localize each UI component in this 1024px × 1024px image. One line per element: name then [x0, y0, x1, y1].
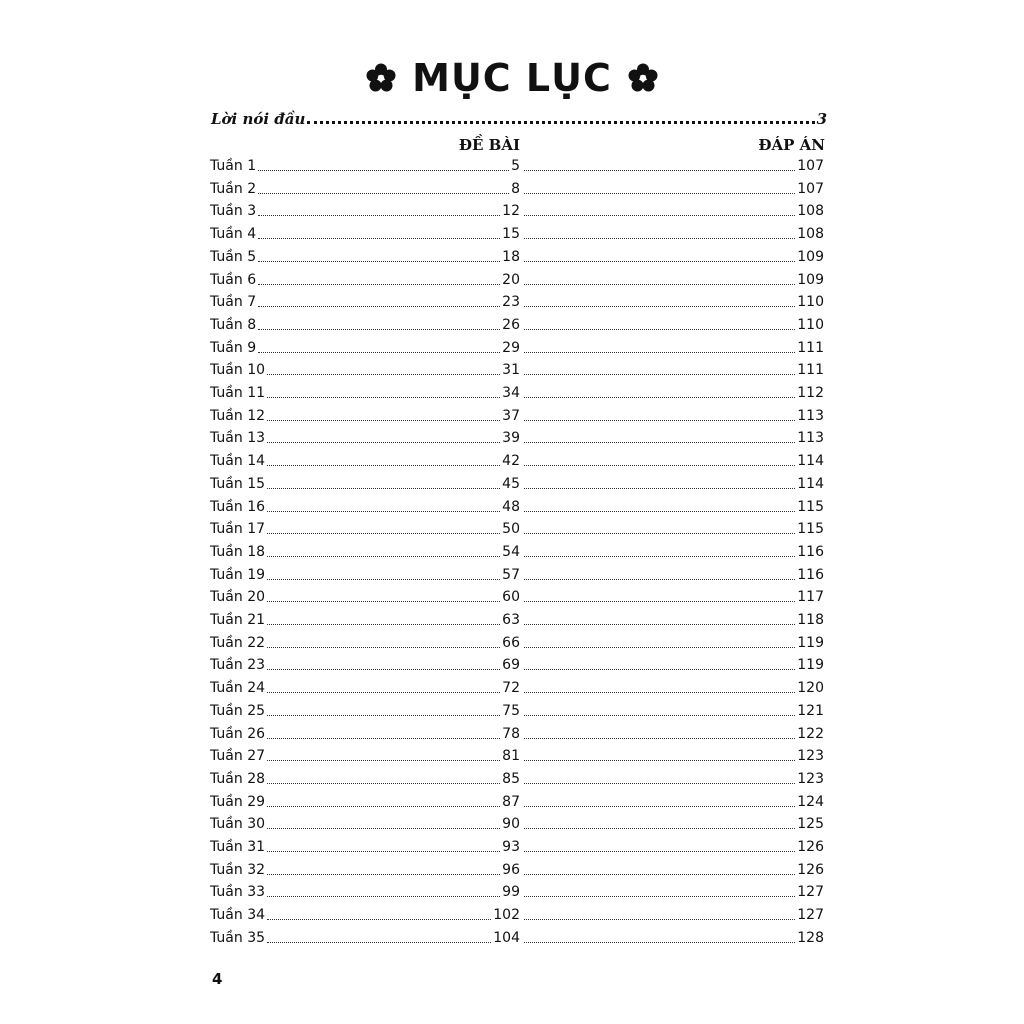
toc-row[interactable] [0, 541, 1024, 564]
flower-icon [628, 63, 658, 93]
toc-row[interactable] [0, 836, 1024, 859]
answer-entry[interactable] [522, 337, 824, 359]
week-label: Tuần 28 [210, 770, 266, 787]
toc-row[interactable] [0, 246, 1024, 269]
dot-leader [267, 806, 500, 807]
dot-leader [524, 715, 795, 716]
problem-entry[interactable] [210, 473, 520, 495]
toc-row[interactable] [0, 859, 1024, 882]
week-label: Tuần 13 [210, 430, 266, 447]
answer-entry[interactable] [522, 564, 824, 586]
dot-leader [267, 442, 500, 443]
week-label: Tuần 4 [210, 226, 257, 243]
answer-page-number: 119 [797, 634, 824, 651]
week-label: Tuần 10 [210, 362, 266, 379]
dot-leader [524, 669, 795, 670]
problem-entry[interactable] [210, 927, 520, 949]
answer-page-number: 114 [797, 475, 824, 492]
dot-leader [524, 533, 795, 534]
problem-entry[interactable] [210, 291, 520, 313]
problem-entry[interactable] [210, 768, 520, 790]
answer-page-number: 116 [797, 543, 824, 560]
toc-row[interactable] [0, 473, 1024, 496]
dot-leader [267, 624, 500, 625]
dot-leader [524, 488, 795, 489]
toc-row[interactable] [0, 382, 1024, 405]
dot-leader [524, 442, 795, 443]
answer-entry[interactable] [522, 541, 824, 563]
problem-page-number: 72 [502, 680, 520, 697]
preface-page: 3 [816, 110, 827, 128]
toc-row[interactable] [0, 700, 1024, 723]
toc-row[interactable] [0, 927, 1024, 950]
problem-entry[interactable] [210, 496, 520, 518]
problem-page-number: 42 [502, 453, 520, 470]
answer-entry[interactable] [522, 496, 824, 518]
problem-page-number: 45 [502, 475, 520, 492]
toc-row[interactable] [0, 904, 1024, 927]
problem-entry[interactable] [210, 859, 520, 881]
problem-entry[interactable] [210, 450, 520, 472]
problem-entry[interactable] [210, 813, 520, 835]
week-label: Tuần 3 [210, 203, 257, 220]
toc-row[interactable] [0, 881, 1024, 904]
problem-page-number: 23 [502, 294, 520, 311]
dot-leader [267, 851, 500, 852]
answer-page-number: 108 [797, 226, 824, 243]
dot-leader [524, 828, 795, 829]
answer-page-number: 126 [797, 861, 824, 878]
answer-entry[interactable] [522, 359, 824, 381]
toc-row[interactable] [0, 813, 1024, 836]
toc-row[interactable] [0, 178, 1024, 201]
dot-leader [524, 692, 795, 693]
dot-leader [258, 215, 500, 216]
toc-row[interactable] [0, 654, 1024, 677]
dot-leader [267, 397, 500, 398]
answer-page-number: 115 [797, 521, 824, 538]
dot-leader [524, 420, 795, 421]
answer-entry[interactable] [522, 518, 824, 540]
toc-row[interactable] [0, 155, 1024, 178]
answer-entry[interactable] [522, 178, 824, 200]
column-heading-problems: ĐỀ BÀI [458, 136, 520, 154]
problem-entry[interactable] [210, 382, 520, 404]
answer-entry[interactable] [522, 654, 824, 676]
answer-entry[interactable] [522, 723, 824, 745]
dot-leader [267, 692, 500, 693]
toc-row[interactable] [0, 518, 1024, 541]
answer-entry[interactable] [522, 427, 824, 449]
toc-row[interactable] [0, 564, 1024, 587]
dot-leader [267, 420, 500, 421]
week-label: Tuần 21 [210, 612, 266, 628]
dot-leader [524, 942, 795, 943]
week-label: Tuần 9 [210, 339, 257, 356]
answer-page-number: 113 [797, 430, 824, 447]
dot-leader [524, 465, 795, 466]
answer-entry[interactable] [522, 405, 824, 427]
answer-entry[interactable] [522, 700, 824, 722]
answer-page-number: 110 [797, 294, 824, 311]
problem-entry[interactable] [210, 723, 520, 745]
toc-row[interactable] [0, 745, 1024, 768]
answer-entry[interactable] [522, 881, 824, 903]
problem-page-number: 96 [502, 861, 520, 878]
problem-entry[interactable] [210, 200, 520, 222]
toc-row[interactable] [0, 269, 1024, 292]
problem-page-number: 87 [502, 793, 520, 810]
dot-leader [524, 215, 795, 216]
problem-page-number: 5 [511, 158, 520, 174]
week-label: Tuần 5 [210, 248, 257, 265]
answer-page-number: 117 [797, 589, 824, 606]
answer-page-number: 111 [797, 339, 824, 356]
problem-page-number: 66 [502, 634, 520, 651]
toc-row[interactable] [0, 291, 1024, 314]
answer-page-number: 111 [797, 362, 824, 379]
week-label: Tuần 25 [210, 702, 266, 719]
toc-row[interactable] [0, 359, 1024, 382]
preface-label: Lời nói đầu [211, 110, 306, 128]
answer-page-number: 124 [797, 793, 824, 810]
toc-row[interactable] [0, 632, 1024, 655]
dot-leader [267, 828, 500, 829]
toc-row[interactable] [0, 791, 1024, 814]
week-label: Tuần 24 [210, 680, 266, 697]
dot-leader [267, 669, 500, 670]
toc-heading [0, 50, 1024, 106]
problem-page-number: 39 [502, 430, 520, 447]
answer-page-number: 107 [797, 180, 824, 197]
dot-leader [258, 352, 500, 353]
problem-page-number: 18 [502, 248, 520, 265]
answer-entry[interactable] [522, 291, 824, 313]
problem-entry[interactable] [210, 405, 520, 427]
problem-page-number: 26 [502, 316, 520, 333]
problem-page-number: 37 [502, 407, 520, 424]
problem-page-number: 20 [502, 271, 520, 288]
week-label: Tuần 17 [210, 521, 266, 538]
week-label: Tuần 26 [210, 725, 266, 742]
dot-leader [524, 238, 795, 239]
problem-page-number: 90 [502, 816, 520, 833]
problem-entry[interactable] [210, 586, 520, 608]
toc-row[interactable] [0, 723, 1024, 746]
answer-page-number: 121 [797, 702, 824, 719]
toc-row[interactable] [0, 677, 1024, 700]
week-label: Tuần 8 [210, 316, 257, 333]
dot-leader [258, 261, 500, 262]
dot-leader [267, 738, 500, 739]
dot-leader [524, 601, 795, 602]
dot-leader [267, 533, 500, 534]
answer-entry[interactable] [522, 813, 824, 835]
answer-entry[interactable] [522, 382, 824, 404]
week-label: Tuần 1 [210, 158, 257, 174]
problem-entry[interactable] [210, 654, 520, 676]
dot-leader [524, 579, 795, 580]
problem-entry[interactable] [210, 155, 520, 177]
problem-page-number: 8 [511, 180, 520, 197]
page-number: 4 [212, 970, 223, 988]
answer-page-number: 119 [797, 657, 824, 674]
dot-leader [307, 121, 814, 124]
dot-leader [524, 170, 795, 171]
dot-leader [524, 919, 795, 920]
answer-page-number: 115 [797, 498, 824, 515]
week-label: Tuần 30 [210, 816, 266, 833]
answer-page-number: 107 [797, 158, 824, 174]
answer-page-number: 113 [797, 407, 824, 424]
week-label: Tuần 31 [210, 839, 266, 855]
problem-page-number: 29 [502, 339, 520, 356]
answer-entry[interactable] [522, 768, 824, 790]
problem-page-number: 93 [502, 839, 520, 855]
problem-entry[interactable] [210, 178, 520, 200]
problem-page-number: 31 [502, 362, 520, 379]
answer-entry[interactable] [522, 677, 824, 699]
problem-entry[interactable] [210, 564, 520, 586]
problem-page-number: 15 [502, 226, 520, 243]
toc-row[interactable] [0, 768, 1024, 791]
problem-page-number: 34 [502, 385, 520, 401]
problem-page-number: 99 [502, 884, 520, 901]
answer-page-number: 108 [797, 203, 824, 220]
dot-leader [267, 601, 500, 602]
dot-leader [524, 896, 795, 897]
toc-row[interactable] [0, 496, 1024, 519]
toc-row[interactable] [0, 223, 1024, 246]
week-label: Tuần 32 [210, 861, 266, 878]
answer-entry[interactable] [522, 927, 824, 949]
problem-page-number: 78 [502, 725, 520, 742]
flower-icon [366, 63, 396, 93]
answer-entry[interactable] [522, 836, 824, 858]
answer-entry[interactable] [522, 269, 824, 291]
week-label: Tuần 35 [210, 929, 266, 946]
dot-leader [524, 511, 795, 512]
problem-entry[interactable] [210, 745, 520, 767]
answer-page-number: 109 [797, 248, 824, 265]
problem-entry[interactable] [210, 632, 520, 654]
answer-entry[interactable] [522, 745, 824, 767]
answer-entry[interactable] [522, 450, 824, 472]
answer-entry[interactable] [522, 223, 824, 245]
week-label: Tuần 6 [210, 271, 257, 288]
dot-leader [267, 715, 500, 716]
problem-page-number: 81 [502, 748, 520, 765]
dot-leader [267, 579, 500, 580]
dot-leader [524, 329, 795, 330]
problem-entry[interactable] [210, 427, 520, 449]
toc-row[interactable] [0, 405, 1024, 428]
week-label: Tuần 2 [210, 180, 257, 197]
problem-entry[interactable] [210, 904, 520, 926]
problem-entry[interactable] [210, 518, 520, 540]
problem-page-number: 102 [493, 907, 520, 924]
dot-leader [267, 511, 500, 512]
preface-entry[interactable] [211, 106, 827, 128]
dot-leader [524, 760, 795, 761]
answer-entry[interactable] [522, 609, 824, 631]
dot-leader [267, 465, 500, 466]
week-label: Tuần 18 [210, 543, 266, 560]
answer-page-number: 127 [797, 907, 824, 924]
answer-page-number: 126 [797, 839, 824, 855]
problem-entry[interactable] [210, 836, 520, 858]
problem-entry[interactable] [210, 223, 520, 245]
week-label: Tuần 15 [210, 475, 266, 492]
dot-leader [524, 306, 795, 307]
problem-page-number: 104 [493, 929, 520, 946]
week-label: Tuần 33 [210, 884, 266, 901]
answer-entry[interactable] [522, 904, 824, 926]
dot-leader [524, 647, 795, 648]
answer-page-number: 128 [797, 929, 824, 946]
dot-leader [267, 942, 491, 943]
week-label: Tuần 12 [210, 407, 266, 424]
problem-page-number: 85 [502, 770, 520, 787]
week-label: Tuần 29 [210, 793, 266, 810]
problem-page-number: 54 [502, 543, 520, 560]
answer-page-number: 110 [797, 316, 824, 333]
dot-leader [267, 919, 491, 920]
dot-leader [524, 738, 795, 739]
answer-page-number: 109 [797, 271, 824, 288]
toc-row[interactable] [0, 450, 1024, 473]
week-label: Tuần 22 [210, 634, 266, 651]
dot-leader [524, 783, 795, 784]
answer-entry[interactable] [522, 200, 824, 222]
problem-entry[interactable] [210, 541, 520, 563]
toc-row[interactable] [0, 200, 1024, 223]
dot-leader [258, 238, 500, 239]
week-label: Tuần 11 [210, 385, 266, 401]
problem-entry[interactable] [210, 881, 520, 903]
dot-leader [267, 760, 500, 761]
dot-leader [258, 193, 509, 194]
dot-leader [524, 284, 795, 285]
week-label: Tuần 34 [210, 907, 266, 924]
dot-leader [267, 647, 500, 648]
answer-page-number: 118 [797, 612, 824, 628]
week-label: Tuần 14 [210, 453, 266, 470]
problem-entry[interactable] [210, 246, 520, 268]
week-label: Tuần 27 [210, 748, 266, 765]
dot-leader [267, 374, 500, 375]
dot-leader [524, 851, 795, 852]
toc-row[interactable] [0, 314, 1024, 337]
dot-leader [524, 374, 795, 375]
answer-entry[interactable] [522, 246, 824, 268]
week-label: Tuần 23 [210, 657, 266, 674]
dot-leader [267, 556, 500, 557]
dot-leader [524, 352, 795, 353]
problem-page-number: 75 [502, 702, 520, 719]
week-label: Tuần 20 [210, 589, 266, 606]
problem-page-number: 69 [502, 657, 520, 674]
answer-entry[interactable] [522, 632, 824, 654]
problem-page-number: 63 [502, 612, 520, 628]
problem-entry[interactable] [210, 791, 520, 813]
dot-leader [524, 193, 795, 194]
week-label: Tuần 16 [210, 498, 266, 515]
problem-entry[interactable] [210, 337, 520, 359]
problem-entry[interactable] [210, 269, 520, 291]
dot-leader [258, 329, 500, 330]
answer-page-number: 123 [797, 770, 824, 787]
answer-page-number: 127 [797, 884, 824, 901]
problem-entry[interactable] [210, 314, 520, 336]
answer-page-number: 120 [797, 680, 824, 697]
answer-entry[interactable] [522, 473, 824, 495]
answer-page-number: 112 [797, 385, 824, 401]
problem-entry[interactable] [210, 359, 520, 381]
dot-leader [267, 896, 500, 897]
column-heading-answers: ĐÁP ÁN [758, 136, 825, 154]
answer-page-number: 125 [797, 816, 824, 833]
toc-row[interactable] [0, 586, 1024, 609]
problem-entry[interactable] [210, 700, 520, 722]
dot-leader [524, 397, 795, 398]
dot-leader [258, 306, 500, 307]
dot-leader [524, 556, 795, 557]
answer-entry[interactable] [522, 791, 824, 813]
dot-leader [524, 806, 795, 807]
week-label: Tuần 7 [210, 294, 257, 311]
answer-page-number: 114 [797, 453, 824, 470]
problem-entry[interactable] [210, 609, 520, 631]
toc-row[interactable] [0, 427, 1024, 450]
dot-leader [267, 874, 500, 875]
problem-page-number: 50 [502, 521, 520, 538]
answer-entry[interactable] [522, 155, 824, 177]
week-label: Tuần 19 [210, 566, 266, 583]
answer-entry[interactable] [522, 859, 824, 881]
problem-entry[interactable] [210, 677, 520, 699]
dot-leader [524, 874, 795, 875]
dot-leader [267, 783, 500, 784]
answer-page-number: 123 [797, 748, 824, 765]
problem-page-number: 57 [502, 566, 520, 583]
dot-leader [258, 170, 509, 171]
answer-entry[interactable] [522, 314, 824, 336]
dot-leader [524, 624, 795, 625]
answer-entry[interactable] [522, 586, 824, 608]
toc-row[interactable] [0, 337, 1024, 360]
toc-row[interactable] [0, 609, 1024, 632]
page-title: MỤC LỤC [412, 56, 612, 100]
answer-page-number: 122 [797, 725, 824, 742]
answer-page-number: 116 [797, 566, 824, 583]
dot-leader [524, 261, 795, 262]
problem-page-number: 12 [502, 203, 520, 220]
problem-page-number: 60 [502, 589, 520, 606]
dot-leader [258, 284, 500, 285]
problem-page-number: 48 [502, 498, 520, 515]
dot-leader [267, 488, 500, 489]
